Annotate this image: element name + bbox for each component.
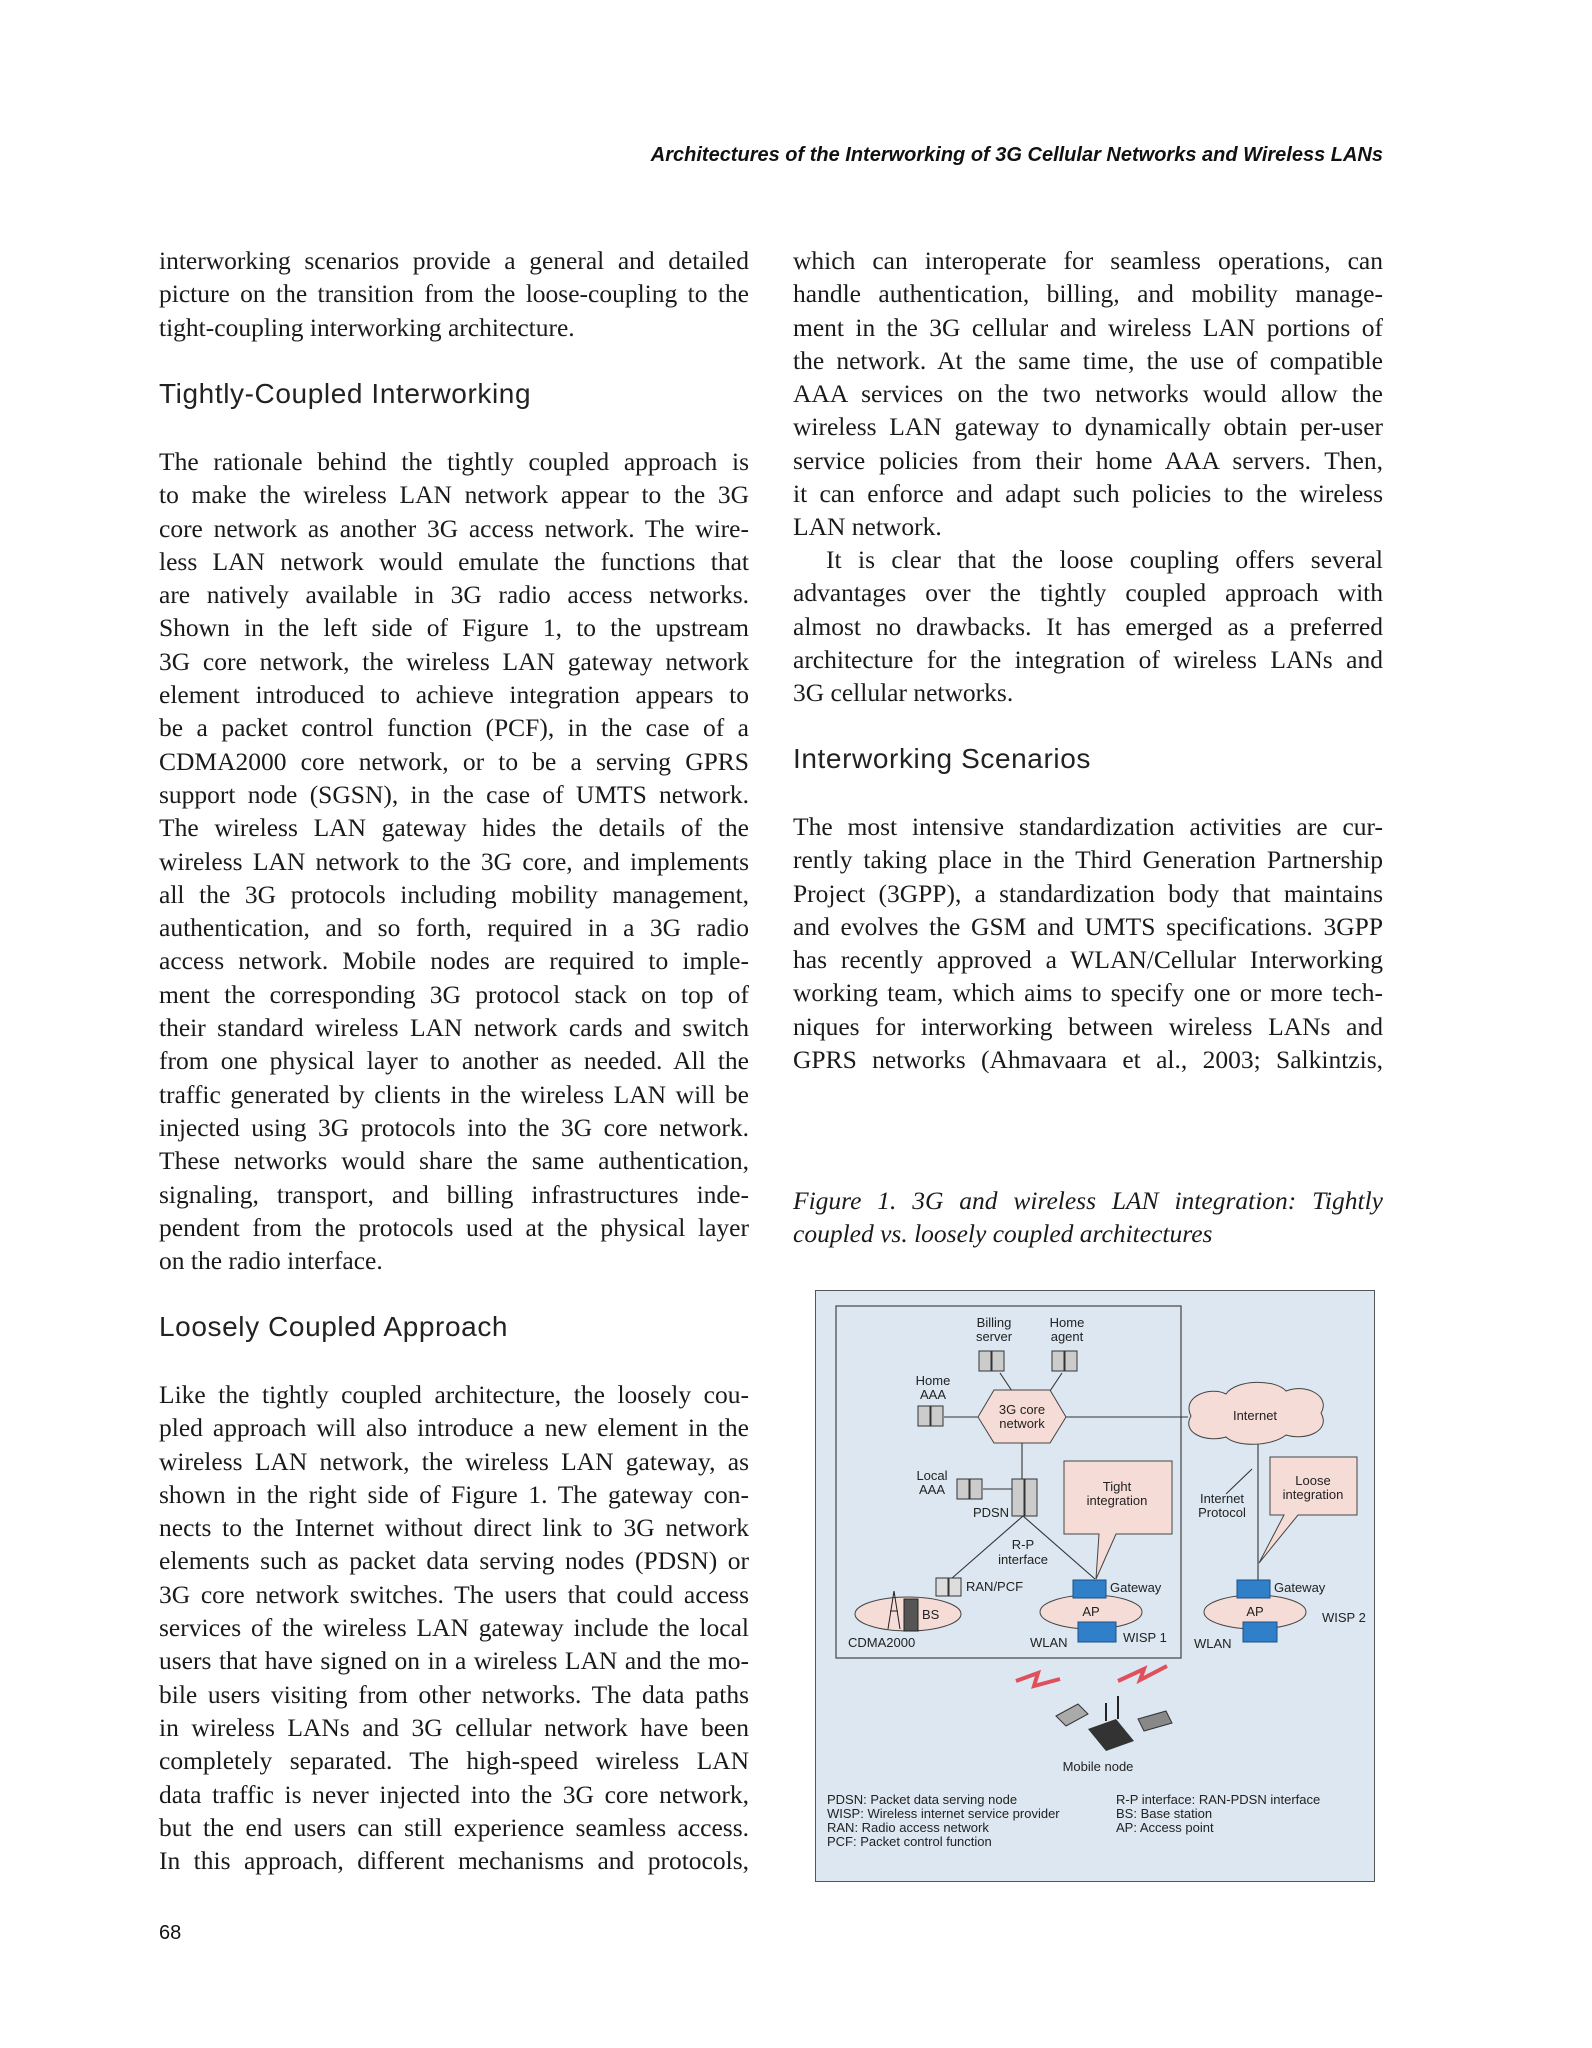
core-label: 3G core — [998, 1402, 1046, 1417]
text-line: handle authentication, billing, and mobility manage- — [793, 279, 1383, 309]
section-heading: Interworking Scenarios — [793, 743, 1091, 774]
local-aaa-icon — [957, 1479, 982, 1499]
text-line: from one physical layer to another as needed. All the — [159, 1046, 749, 1076]
text-line: traffic generated by clients in the wireless LAN will be — [159, 1079, 749, 1109]
text-line: These networks would share the same authentication, — [159, 1146, 749, 1176]
text-line: data traffic is never injected into the 3G core network, — [159, 1779, 749, 1809]
figure-1-diagram — [815, 1290, 1375, 1882]
text-line: on the radio interface. — [159, 1246, 383, 1276]
text-line: it can enforce and adapt such policies to the wireless — [793, 479, 1383, 509]
tight-integration-label: integration — [1086, 1493, 1148, 1508]
paragraph — [159, 445, 749, 1277]
wisp1-gateway-icon — [1073, 1580, 1106, 1598]
loose-integration-label: integration — [1282, 1487, 1344, 1502]
text-line: pendent from the protocols used at the physical layer — [159, 1212, 749, 1242]
text-line: advantages over the tightly coupled approach with — [793, 578, 1383, 608]
paragraph — [159, 244, 749, 344]
home-aaa-icon — [918, 1406, 943, 1426]
paragraph — [793, 543, 1383, 709]
wireless-link-icon — [1118, 1666, 1167, 1681]
text-line: to make the wireless LAN network appear to the 3G — [159, 480, 749, 510]
core-label: network — [999, 1416, 1045, 1431]
local-aaa-label: Local — [916, 1468, 948, 1483]
home-agent-icon — [1052, 1351, 1077, 1371]
billing-server-label: server — [975, 1329, 1013, 1344]
text-line: Figure 1. 3G and wireless LAN integration: Tightly — [793, 1186, 1383, 1215]
wisp2-gateway-label: Gateway — [1274, 1580, 1326, 1595]
text-line: shown in the right side of Figure 1. The gateway con- — [159, 1479, 749, 1509]
pdsn-icon — [1012, 1479, 1037, 1516]
text-line: less LAN network would emulate the functions that — [159, 546, 749, 576]
text-line: almost no drawbacks. It has emerged as a preferred — [793, 611, 1383, 641]
text-line: coupled vs. loosely coupled architectures — [793, 1219, 1213, 1249]
text-line: The wireless LAN gateway hides the details of the — [159, 813, 749, 843]
pdsn-label: PDSN — [972, 1505, 1010, 1520]
running-head: Architectures of the Interworking of 3G Cellular Networks and Wireless LANs — [650, 144, 1383, 166]
internet-protocol-label: Protocol — [1198, 1505, 1246, 1520]
wisp1-gateway-label: Gateway — [1110, 1580, 1162, 1595]
mobile-node-icon — [1056, 1696, 1172, 1751]
wisp2-ap-icon — [1243, 1622, 1277, 1642]
text-line: Shown in the left side of Figure 1, to the upstream — [159, 613, 749, 643]
page-number: 68 — [159, 1922, 182, 1944]
text-line: but the end users can still experience seamless access. — [159, 1812, 749, 1842]
text-line: core network as another 3G access network. The wire- — [159, 513, 749, 543]
legend — [827, 1792, 1320, 1849]
text-line: and evolves the GSM and UMTS specifications. 3GPP — [793, 911, 1383, 941]
wisp2-gateway-icon — [1237, 1580, 1270, 1598]
text-line: CDMA2000 core network, or to be a serving GPRS — [159, 746, 749, 776]
home-agent-label: agent — [1050, 1329, 1084, 1344]
text-line: the network. At the same time, the use of compatible — [793, 345, 1383, 375]
billing-server-label: Billing — [976, 1315, 1012, 1330]
text-line: Like the tightly coupled architecture, the loosely cou- — [159, 1380, 749, 1409]
text-line: 3G cellular networks. — [793, 678, 1014, 708]
section-heading: Tightly-Coupled Interworking — [159, 378, 532, 409]
text-line: injected using 3G protocols into the 3G core network. — [159, 1112, 749, 1142]
billing-server-icon — [979, 1351, 1004, 1371]
text-line: 3G core network switches. The users that could access — [159, 1579, 749, 1609]
text-line: ment the corresponding 3G protocol stack on top of — [159, 979, 749, 1009]
text-line: service policies from their home AAA servers. Then, — [793, 445, 1383, 475]
text-line: authentication, and so forth, required in a 3G radio — [159, 913, 749, 943]
text-line: LAN network. — [793, 512, 942, 542]
local-aaa-label: AAA — [918, 1482, 946, 1497]
text-line: element introduced to achieve integration appears to — [159, 680, 749, 710]
text-line: working team, which aims to specify one or more tech- — [793, 978, 1383, 1008]
text-line: all the 3G protocols including mobility management, — [159, 879, 749, 909]
ran-pcf-label: RAN/PCF — [966, 1579, 1024, 1594]
text-line: completely separated. The high-speed wireless LAN — [159, 1746, 749, 1776]
text-line: The most intensive standardization activities are cur- — [793, 812, 1383, 841]
text-line: architecture for the integration of wireless LANs and — [793, 644, 1383, 674]
text-line: picture on the transition from the loose-coupling to the — [159, 279, 749, 309]
loose-integration-label: Loose — [1295, 1473, 1331, 1488]
ran-pcf-icon — [936, 1578, 961, 1596]
text-line: wireless LAN network to the 3G core, and implements — [159, 846, 749, 876]
home-agent-label: Home — [1049, 1315, 1085, 1330]
text-line: be a packet control function (PCF), in the case of a — [159, 713, 749, 743]
text-line: in wireless LANs and 3G cellular network have been — [159, 1712, 749, 1742]
legend-item: WISP: Wireless internet service provider — [827, 1806, 1060, 1821]
rp-interface-label: R-P — [1011, 1537, 1035, 1552]
wisp2-wlan-label: WLAN — [1194, 1636, 1232, 1651]
internet-label: Internet — [1232, 1408, 1278, 1423]
legend-item: BS: Base station — [1116, 1806, 1213, 1821]
text-line: nects to the Internet without direct link to 3G network — [159, 1513, 749, 1543]
paragraph — [793, 810, 1383, 1076]
paragraph — [159, 1378, 749, 1877]
text-line: Project (3GPP), a standardization body that maintains — [793, 878, 1383, 908]
home-aaa-label: Home — [915, 1373, 951, 1388]
legend-item: AP: Access point — [1116, 1820, 1214, 1835]
text-line: ment in the 3G cellular and wireless LAN portions of — [793, 312, 1383, 342]
text-line: wireless LAN gateway to dynamically obtain per-user — [793, 412, 1383, 442]
text-line: GPRS networks (Ahmavaara et al., 2003; Salkintzis, — [793, 1045, 1383, 1075]
legend-item: RAN: Radio access network — [827, 1820, 989, 1835]
text-line: users that have signed on in a wireless LAN and the mo- — [159, 1646, 749, 1676]
wisp1-ap-label: AP — [1082, 1604, 1100, 1619]
wisp2-label: WISP 2 — [1322, 1610, 1366, 1625]
legend-item: PCF: Packet control function — [827, 1834, 992, 1849]
text-line: niques for interworking between wireless LANs and — [793, 1011, 1383, 1041]
rp-interface-label: interface — [998, 1552, 1048, 1567]
figure-caption — [793, 1184, 1383, 1251]
text-line: services of the wireless LAN gateway include the local — [159, 1613, 749, 1643]
tight-integration-label: Tight — [1102, 1479, 1132, 1494]
text-line: It is clear that the loose coupling offers several — [826, 545, 1383, 574]
text-line: 3G core network, the wireless LAN gateway network — [159, 646, 749, 676]
text-line: rently taking place in the Third Generation Partnership — [793, 845, 1383, 875]
text-line: are natively available in 3G radio access networks. — [159, 580, 749, 610]
legend-item: PDSN: Packet data serving node — [827, 1792, 1018, 1807]
paragraph — [793, 244, 1383, 544]
wisp2-ap-label: AP — [1246, 1604, 1264, 1619]
text-line: wireless LAN network, the wireless LAN gateway, as — [159, 1446, 749, 1476]
text-line: AAA services on the two networks would allow the — [793, 379, 1383, 409]
wisp1-ap-icon — [1078, 1622, 1116, 1642]
text-line: tight-coupling interworking architecture. — [159, 312, 575, 342]
text-line: which can interoperate for seamless operations, can — [793, 246, 1383, 275]
text-line: pled approach will also introduce a new element in the — [159, 1413, 749, 1443]
mobile-node-label: Mobile node — [1062, 1759, 1134, 1774]
text-line: has recently approved a WLAN/Cellular Interworking — [793, 945, 1383, 975]
internet-protocol-label: Internet — [1199, 1491, 1245, 1506]
cdma2000-label: CDMA2000 — [848, 1635, 916, 1650]
wisp1-label: WISP 1 — [1123, 1630, 1167, 1645]
section-heading: Loosely Coupled Approach — [159, 1311, 509, 1342]
text-line: support node (SGSN), in the case of UMTS network. — [159, 779, 749, 809]
text-line: elements such as packet data serving nodes (PDSN) or — [159, 1546, 749, 1576]
text-line: signaling, transport, and billing infrastructures inde- — [159, 1179, 749, 1209]
text-line: In this approach, different mechanisms and protocols, — [159, 1846, 749, 1876]
text-line: The rationale behind the tightly coupled approach is — [159, 447, 749, 476]
wireless-link-icon — [1016, 1673, 1060, 1686]
home-aaa-label: AAA — [919, 1387, 947, 1402]
text-line: access network. Mobile nodes are required to imple- — [159, 946, 749, 976]
legend-item: R-P interface: RAN-PDSN interface — [1116, 1792, 1321, 1807]
text-line: their standard wireless LAN network cards and switch — [159, 1013, 749, 1043]
bs-label: BS — [922, 1607, 940, 1622]
wisp1-wlan-label: WLAN — [1030, 1635, 1068, 1650]
text-line: interworking scenarios provide a general and detailed — [159, 246, 749, 275]
text-line: bile users visiting from other networks. The data paths — [159, 1679, 749, 1709]
